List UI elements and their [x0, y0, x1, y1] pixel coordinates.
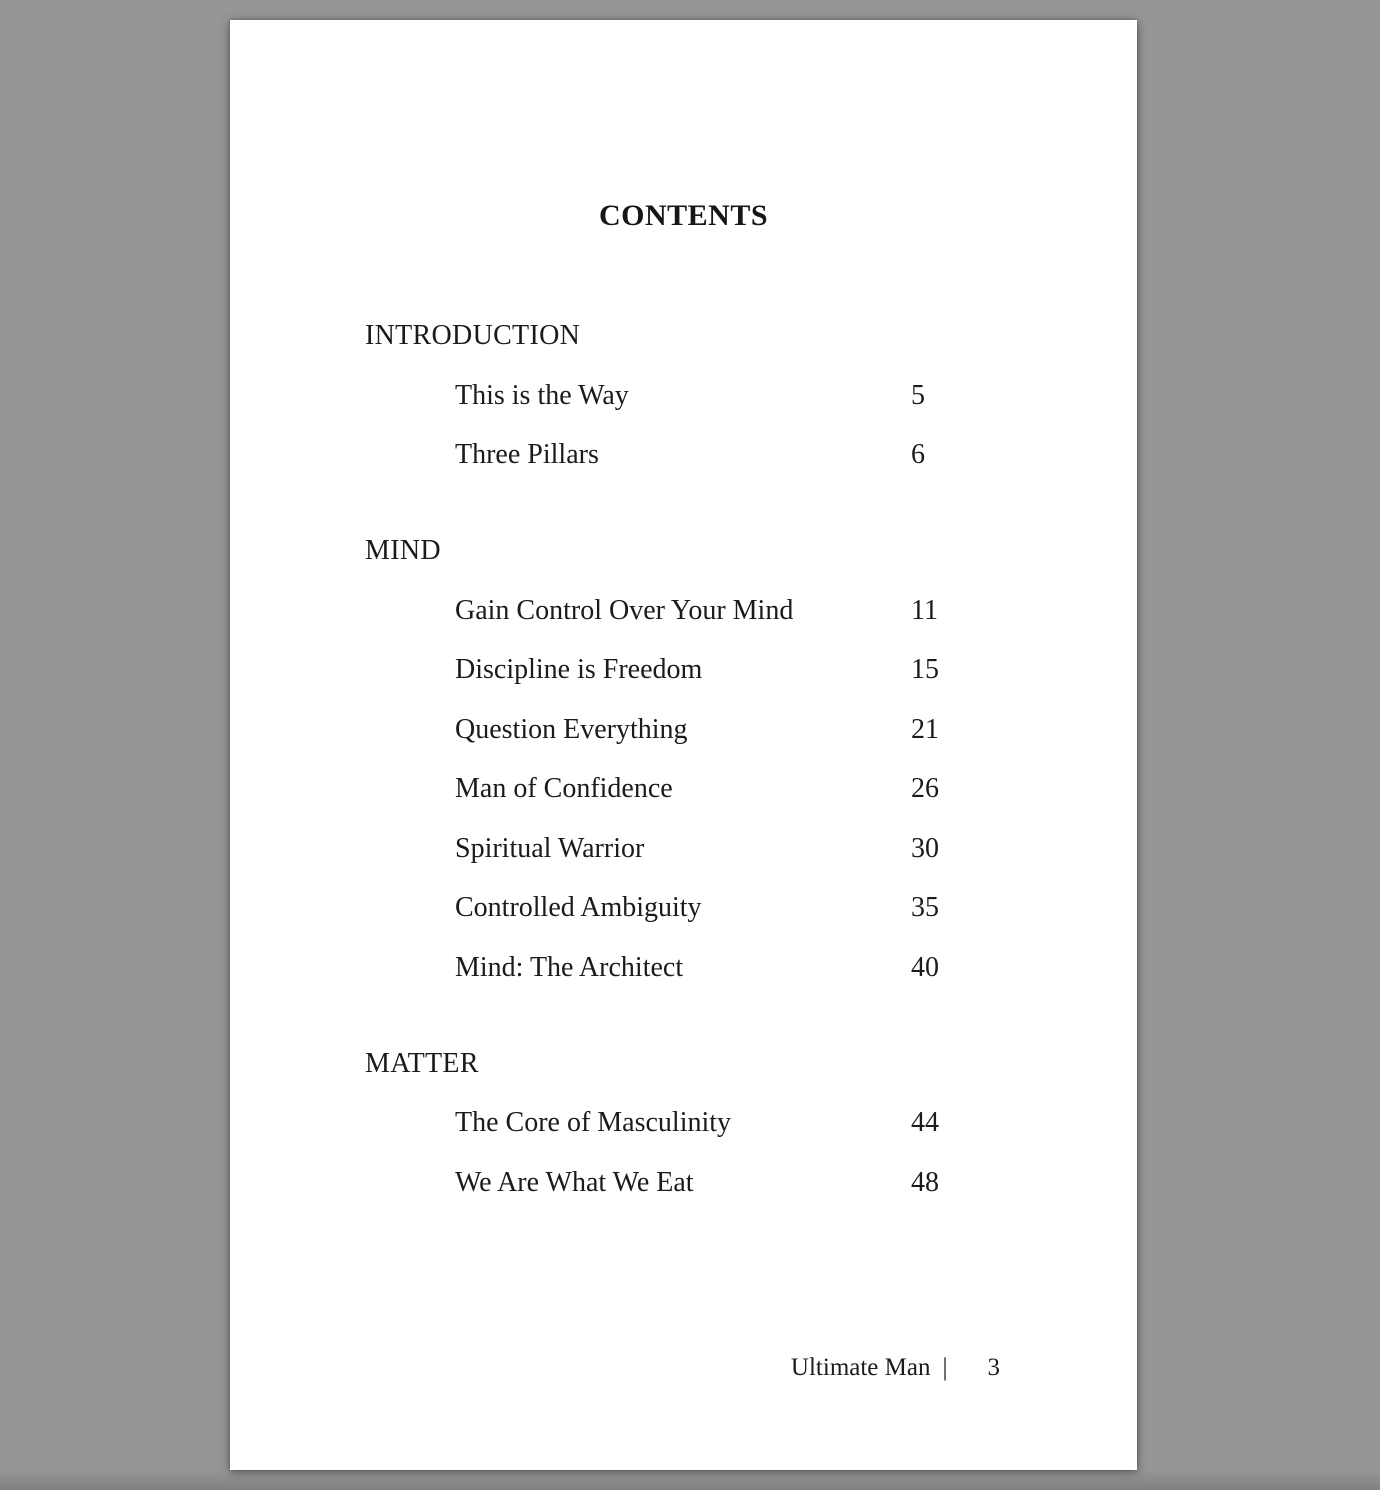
toc-entry	[365, 437, 1001, 473]
entry-page-number: 5	[911, 379, 925, 411]
toc-entry	[365, 771, 1001, 807]
footer-separator: |	[942, 1354, 948, 1381]
backdrop-bottom-shadow	[0, 1470, 1380, 1490]
toc-entry	[365, 712, 1001, 748]
section-heading: INTRODUCTION	[365, 320, 581, 351]
entry-label: Discipline is Freedom	[455, 654, 703, 685]
entry-label: Mind: The Architect	[455, 951, 684, 983]
section-heading: MATTER	[365, 1047, 479, 1079]
entry-page-number: 40	[911, 951, 939, 983]
toc-section-introduction	[365, 318, 1001, 473]
entry-label: Three Pillars	[455, 439, 599, 470]
toc-entry	[365, 831, 1001, 867]
footer-page-number: 3	[987, 1354, 1000, 1381]
entry-page-number: 21	[911, 713, 939, 745]
page-footer	[791, 1350, 1000, 1386]
entry-page-number: 35	[911, 892, 939, 923]
toc-entry	[365, 950, 1001, 986]
entry-label: This is the Way	[455, 379, 629, 411]
entry-page-number: 48	[911, 1166, 939, 1198]
toc-entry	[365, 652, 1001, 688]
toc-entry	[365, 593, 1001, 629]
entry-page-number: 44	[911, 1107, 939, 1138]
toc-section-matter	[365, 1046, 1001, 1201]
page-title: CONTENTS	[598, 199, 769, 232]
entry-page-number: 6	[911, 439, 925, 470]
entry-page-number: 15	[911, 654, 939, 685]
toc-entry	[365, 890, 1001, 926]
entry-page-number: 30	[911, 832, 939, 864]
footer-book-title: Ultimate Man	[790, 1354, 931, 1381]
entry-label: Man of Confidence	[455, 773, 673, 804]
section-heading: MIND	[365, 535, 441, 566]
entry-label: The Core of Masculinity	[455, 1107, 732, 1138]
entry-label: Controlled Ambiguity	[455, 892, 702, 923]
table-of-contents	[365, 318, 1001, 1201]
entry-page-number: 26	[911, 773, 939, 804]
entry-label: We Are What We Eat	[455, 1166, 694, 1198]
toc-entry	[365, 378, 1001, 414]
entry-label: Question Everything	[455, 713, 688, 745]
toc-entry	[365, 1105, 1001, 1141]
toc-section-mind	[365, 533, 1001, 986]
entry-label: Gain Control Over Your Mind	[455, 594, 794, 626]
entry-label: Spiritual Warrior	[455, 832, 645, 864]
document-page	[230, 20, 1137, 1470]
entry-page-number: 11	[911, 594, 938, 626]
toc-entry	[365, 1165, 1001, 1201]
